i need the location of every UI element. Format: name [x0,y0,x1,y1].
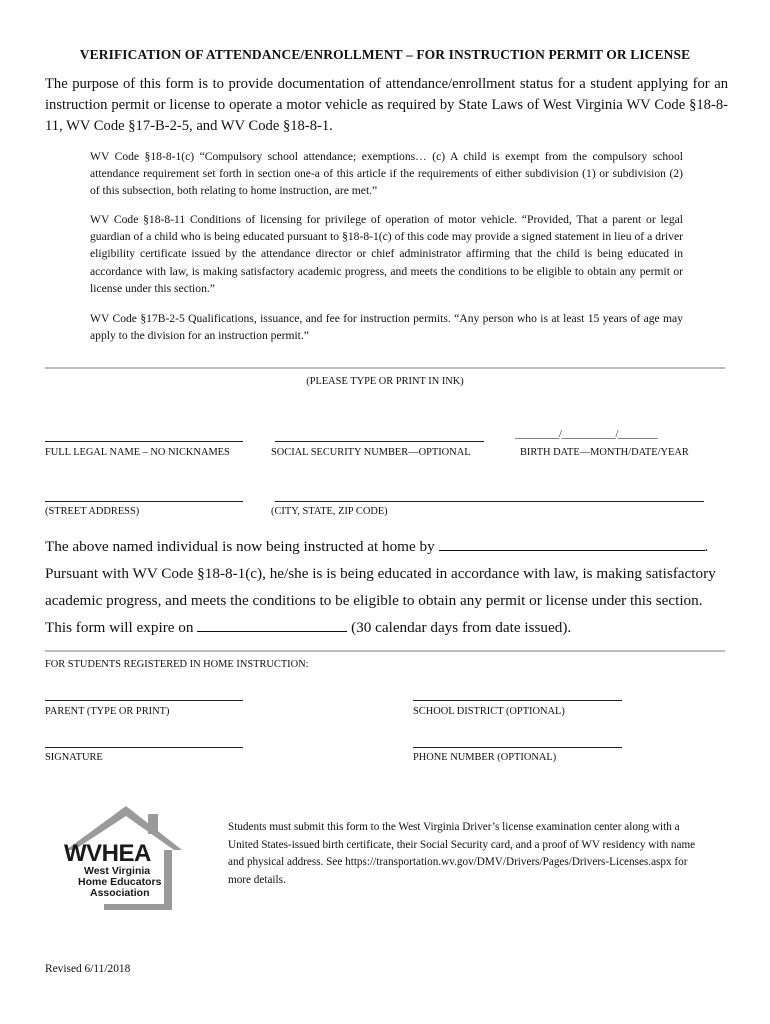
expiry-note: (30 calendar days from date issued). [351,619,572,636]
period: . [704,538,709,555]
code-quote-18-8-1: WV Code §18-8-1(c) “Compulsory school attendance; exemptions… (c) A child is exempt from the compulsory school attendance requirement set forth in section one-a of this article if the requirements of either subdivision (1) or subdivision (2) of this subsection, both relating to home instruction, are met.” [90,150,683,198]
logo-line-1: West Virginia [84,865,151,877]
full-name-field[interactable] [45,441,243,442]
logo-acronym: WVHEA [64,840,151,867]
city-state-zip-label: (CITY, STATE, ZIP CODE) [271,506,388,517]
expiry-date-field[interactable] [197,619,347,632]
logo-line-2: Home Educators [78,876,162,888]
divider [45,367,725,369]
phone-number-label: PHONE NUMBER (OPTIONAL) [413,752,557,763]
code-quote-18-8-11: WV Code §18-8-11 Conditions of licensing for privilege of operation of motor vehicle. “Provided, That a parent or legal guardian of a child who is being educated pursuant to §18-8-1(c) of this code may provide a signed statement in lieu of a driver eligibility certificate issued by the attendance director or chief administrator affirming that the child is being educated in accordance with law, is making satisfactory academic progress, and meets the conditions to be eligible to obtain any permit or license under this section.” [90,213,683,295]
street-address-field[interactable] [45,501,243,502]
signature-label: SIGNATURE [45,752,103,763]
wvhea-logo [64,804,186,912]
code-quote-17b-2-5: WV Code §17B-2-5 Qualifications, issuance, and fee for instruction permits. “Any person who is at least 15 years of age may apply to the division for an instruction permit.” [90,312,683,343]
intro-paragraph: The purpose of this form is to provide documentation of attendance/enrollment status for a student applying for an instruction permit or license to operate a motor vehicle as required by State Laws of West Virginia WV Code §18-8-11, WV Code §17-B-2-5, and WV Code §18-8-1. [45,76,728,134]
parent-label: PARENT (TYPE OR PRINT) [45,706,170,717]
full-name-label: FULL LEGAL NAME – NO NICKNAMES [45,447,230,458]
birth-date-field[interactable]: _________/___________/________ [515,429,658,440]
school-district-field[interactable] [413,700,622,701]
home-instruction-heading: FOR STUDENTS REGISTERED IN HOME INSTRUCTION: [45,659,309,670]
school-district-label: SCHOOL DISTRICT (OPTIONAL) [413,706,565,717]
form-title: VERIFICATION OF ATTENDANCE/ENROLLMENT – FOR INSTRUCTION PERMIT OR LICENSE [79,47,691,62]
parent-name-field[interactable] [45,700,243,701]
statement-line-2: Pursuant with WV Code §18-8-1(c), he/she is is being educated in accordance with law, is making satisfactory [45,565,716,582]
city-state-zip-field[interactable] [275,501,704,502]
instructed-by-statement [45,538,708,556]
phone-number-field[interactable] [413,747,622,748]
expiry-text: This form will expire on [45,619,194,636]
expiry-statement [45,619,571,637]
ssn-label: SOCIAL SECURITY NUMBER—OPTIONAL [271,447,471,458]
signature-field[interactable] [45,747,243,748]
street-address-label: (STREET ADDRESS) [45,506,140,517]
submission-instructions: Students must submit this form to the West Virginia Driver’s license examination center along with a United States-issued birth certificate, their Social Security card, and a proof of WV residency with name and physical address. See https://transportation.wv.gov/DMV/Drivers/Pages/Drivers-Licenses.aspx for more details. [228,821,696,886]
birth-date-label: BIRTH DATE—MONTH/DATE/YEAR [520,447,689,458]
revision-date: Revised 6/11/2018 [45,963,131,975]
statement-line-3: academic progress, and meets the conditions to be eligible to obtain any permit or license under this section. [45,592,703,609]
instructor-field[interactable] [439,538,705,551]
ssn-field[interactable] [275,441,484,442]
logo-line-3: Association [90,887,150,899]
print-instruction: (PLEASE TYPE OR PRINT IN INK) [306,376,464,387]
divider [45,650,725,652]
instructed-by-text: The above named individual is now being instructed at home by [45,538,435,555]
